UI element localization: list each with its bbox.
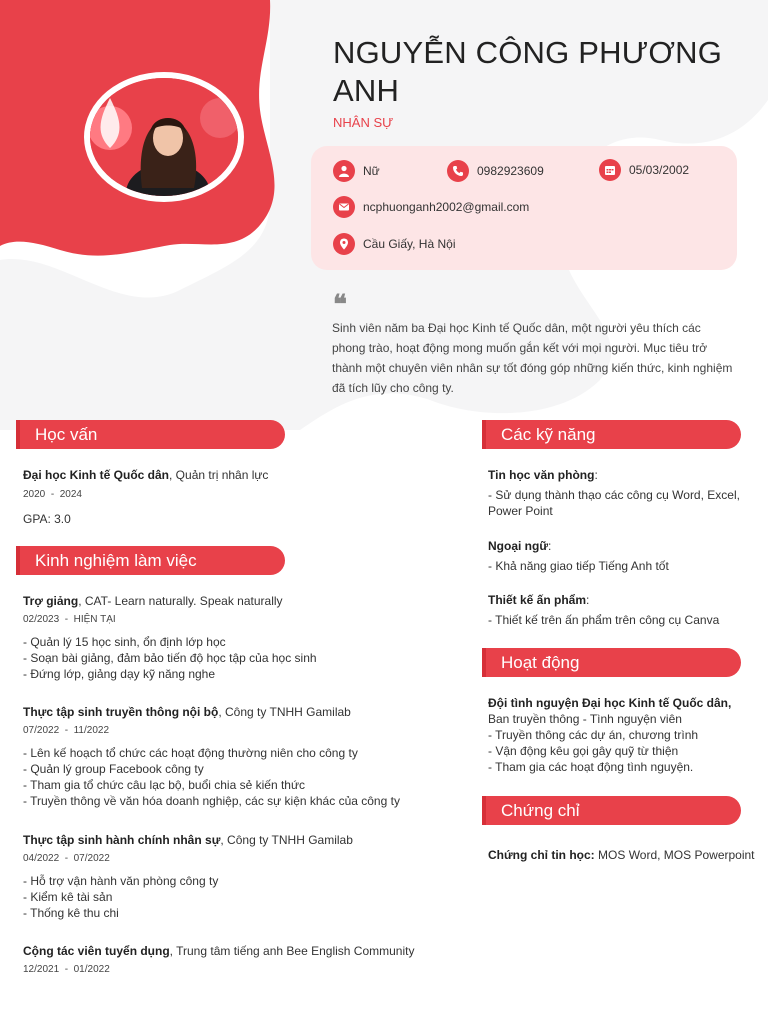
certificates-title: Chứng chỉ <box>501 800 580 820</box>
contact-gender <box>333 160 380 182</box>
career-summary: Sinh viên năm ba Đại học Kinh tế Quốc dân, một người yêu thích các phong trào, hoạt động mong muốn gắn kết với mọi người. Mục tiêu trở thành một chuyên viên nhân sự tốt đóng góp những kiến thức, kinh nghiệm đã tích lũy cho công ty. <box>332 321 733 395</box>
contact-dob <box>599 159 689 181</box>
quote-icon: ❝ <box>333 290 347 320</box>
gpa: GPA: 3.0 <box>23 512 71 526</box>
contact-email <box>333 196 529 218</box>
gender-value: Nữ <box>363 164 380 178</box>
activities-title: Hoạt động <box>501 652 580 672</box>
candidate-name: NGUYỄN CÔNG PHƯƠNG ANH <box>333 35 723 108</box>
contact-box <box>311 146 737 270</box>
email-value[interactable]: ncphuonganh2002@gmail.com <box>363 200 530 214</box>
location-icon <box>333 233 355 255</box>
user-icon <box>333 160 355 182</box>
section-header-education <box>16 420 285 449</box>
profile-photo-illustration <box>90 78 238 196</box>
skills-title: Các kỹ năng <box>501 424 596 444</box>
contact-phone <box>447 160 544 182</box>
phone-icon <box>447 160 469 182</box>
experience-item: Thực tập sinh hành chính nhân sự, Công ty TNHH Gamilab 04/2022 - 07/2022 - Hỗ trợ vận hành văn phòng công ty - Kiểm kê tài sản - Thống kê thu chi <box>23 833 353 920</box>
contact-address <box>333 233 455 255</box>
experience-title: Kinh nghiệm làm việc <box>35 550 197 570</box>
profile-photo <box>90 78 238 196</box>
certificate-entry: Chứng chỉ tin học: MOS Word, MOS Powerpoint <box>488 848 755 862</box>
experience-item: Cộng tác viên tuyển dụng, Trung tâm tiếng anh Bee English Community 12/2021 - 01/2022 <box>23 944 415 975</box>
email-icon <box>333 196 355 218</box>
section-header-certificates <box>482 796 741 825</box>
skill-item: Tin học văn phòng: - Sử dụng thành thạo các công cụ Word, Excel, Power Point <box>488 468 740 518</box>
section-header-experience <box>16 546 285 575</box>
calendar-icon <box>599 159 621 181</box>
skill-item: Ngoại ngữ: - Khả năng giao tiếp Tiếng Anh tốt <box>488 539 669 573</box>
section-header-skills <box>482 420 741 449</box>
skill-item: Thiết kế ấn phẩm: - Thiết kế trên ấn phẩm trên công cụ Canva <box>488 593 720 627</box>
address-value: Cầu Giấy, Hà Nội <box>363 237 456 251</box>
job-title: NHÂN SỰ <box>333 115 394 130</box>
avatar <box>84 72 244 202</box>
experience-item: Thực tập sinh truyền thông nội bộ, Công ty TNHH Gamilab 07/2022 - 11/2022 - Lên kế hoạch tổ chức các hoạt động thường niên cho công ty - Quản lý group Facebook công ty - Tham gia tổ chức câu lạc bộ, buổi chia sẻ kiến thức - Truyền thông về văn hóa doanh nghiệp, các sự kiện khác của công ty <box>23 705 400 808</box>
dob-value: 05/03/2002 <box>629 163 690 177</box>
education-entry: Đại học Kinh tế Quốc dân, Quản trị nhân lực 2020 - 2024 GPA: 3.0 <box>23 467 303 527</box>
education-title: Học vấn <box>35 424 98 444</box>
section-header-activities <box>482 648 741 677</box>
phone-value[interactable]: 0982923609 <box>477 164 544 178</box>
school-name: Đại học Kinh tế Quốc dân <box>23 468 170 482</box>
major: , Quản trị nhân lực <box>169 468 269 482</box>
avatar-ring <box>84 72 244 202</box>
activity-entry: Đội tình nguyện Đại học Kinh tế Quốc dân, Ban truyền thông - Tình nguyện viên - Truyền thông các dự án, chương trình - Vận động kêu gọi gây quỹ từ thiện - Tham gia các hoạt động tình nguyện. <box>488 696 732 774</box>
experience-item: Trợ giảng, CAT- Learn naturally. Speak naturally 02/2023 - HIỆN TẠI - Quản lý 15 học sinh, ổn định lớp học - Soạn bài giảng, đảm bảo tiến độ học tập của học sinh - Đứng lớp, giảng dạy kỹ năng nghe <box>23 594 317 681</box>
